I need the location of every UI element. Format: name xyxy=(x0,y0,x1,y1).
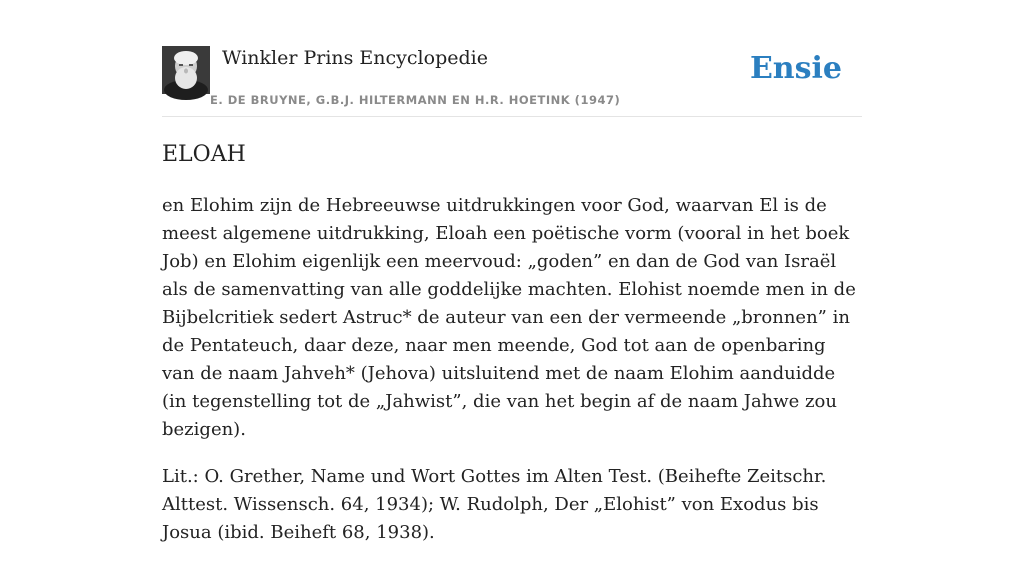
authors-line: E. DE BRUYNE, G.B.J. HILTERMANN EN H.R. HOETINK (1947) xyxy=(210,93,621,107)
article-paragraph: en Elohim zijn de Hebreeuwse uitdrukkingen voor God, waarvan El is de meest algemene uitdrukking, Eloah een poëtische vorm (vooral in het boek Job) en Elohim eigenlijk een meervoud: „goden” en dan de God van Israël als de samenvatting van alle goddelijke machten. Elohist noemde men in de Bijbelcritiek sedert Astruc* de auteur van een der vermeende „bronnen” in de Pentateuch, daar deze, naar men meende, God tot aan de openbaring van de naam Jahveh* (Jehova) uitsluitend met de naam Elohim aanduidde (in tegenstelling tot de „Jahwist”, die van het begin af de naam Jahwe zou bezigen). xyxy=(162,195,856,440)
brand-logo-link[interactable]: Ensie xyxy=(749,51,842,86)
literature-paragraph: Lit.: O. Grether, Name und Wort Gottes im Alten Test. (Beihefte Zeitschr. Alttest. Wissensch. 64, 1934); W. Rudolph, Der „Elohist” von Exodus bis Josua (ibid. Beiheft 68, 1938). xyxy=(162,466,827,543)
site-title: Winkler Prins Encyclopedie xyxy=(222,47,488,69)
article-body xyxy=(162,192,862,566)
site-header xyxy=(162,46,862,117)
article-title: ELOAH xyxy=(162,142,246,167)
bearded-man-portrait-icon[interactable] xyxy=(162,46,210,94)
